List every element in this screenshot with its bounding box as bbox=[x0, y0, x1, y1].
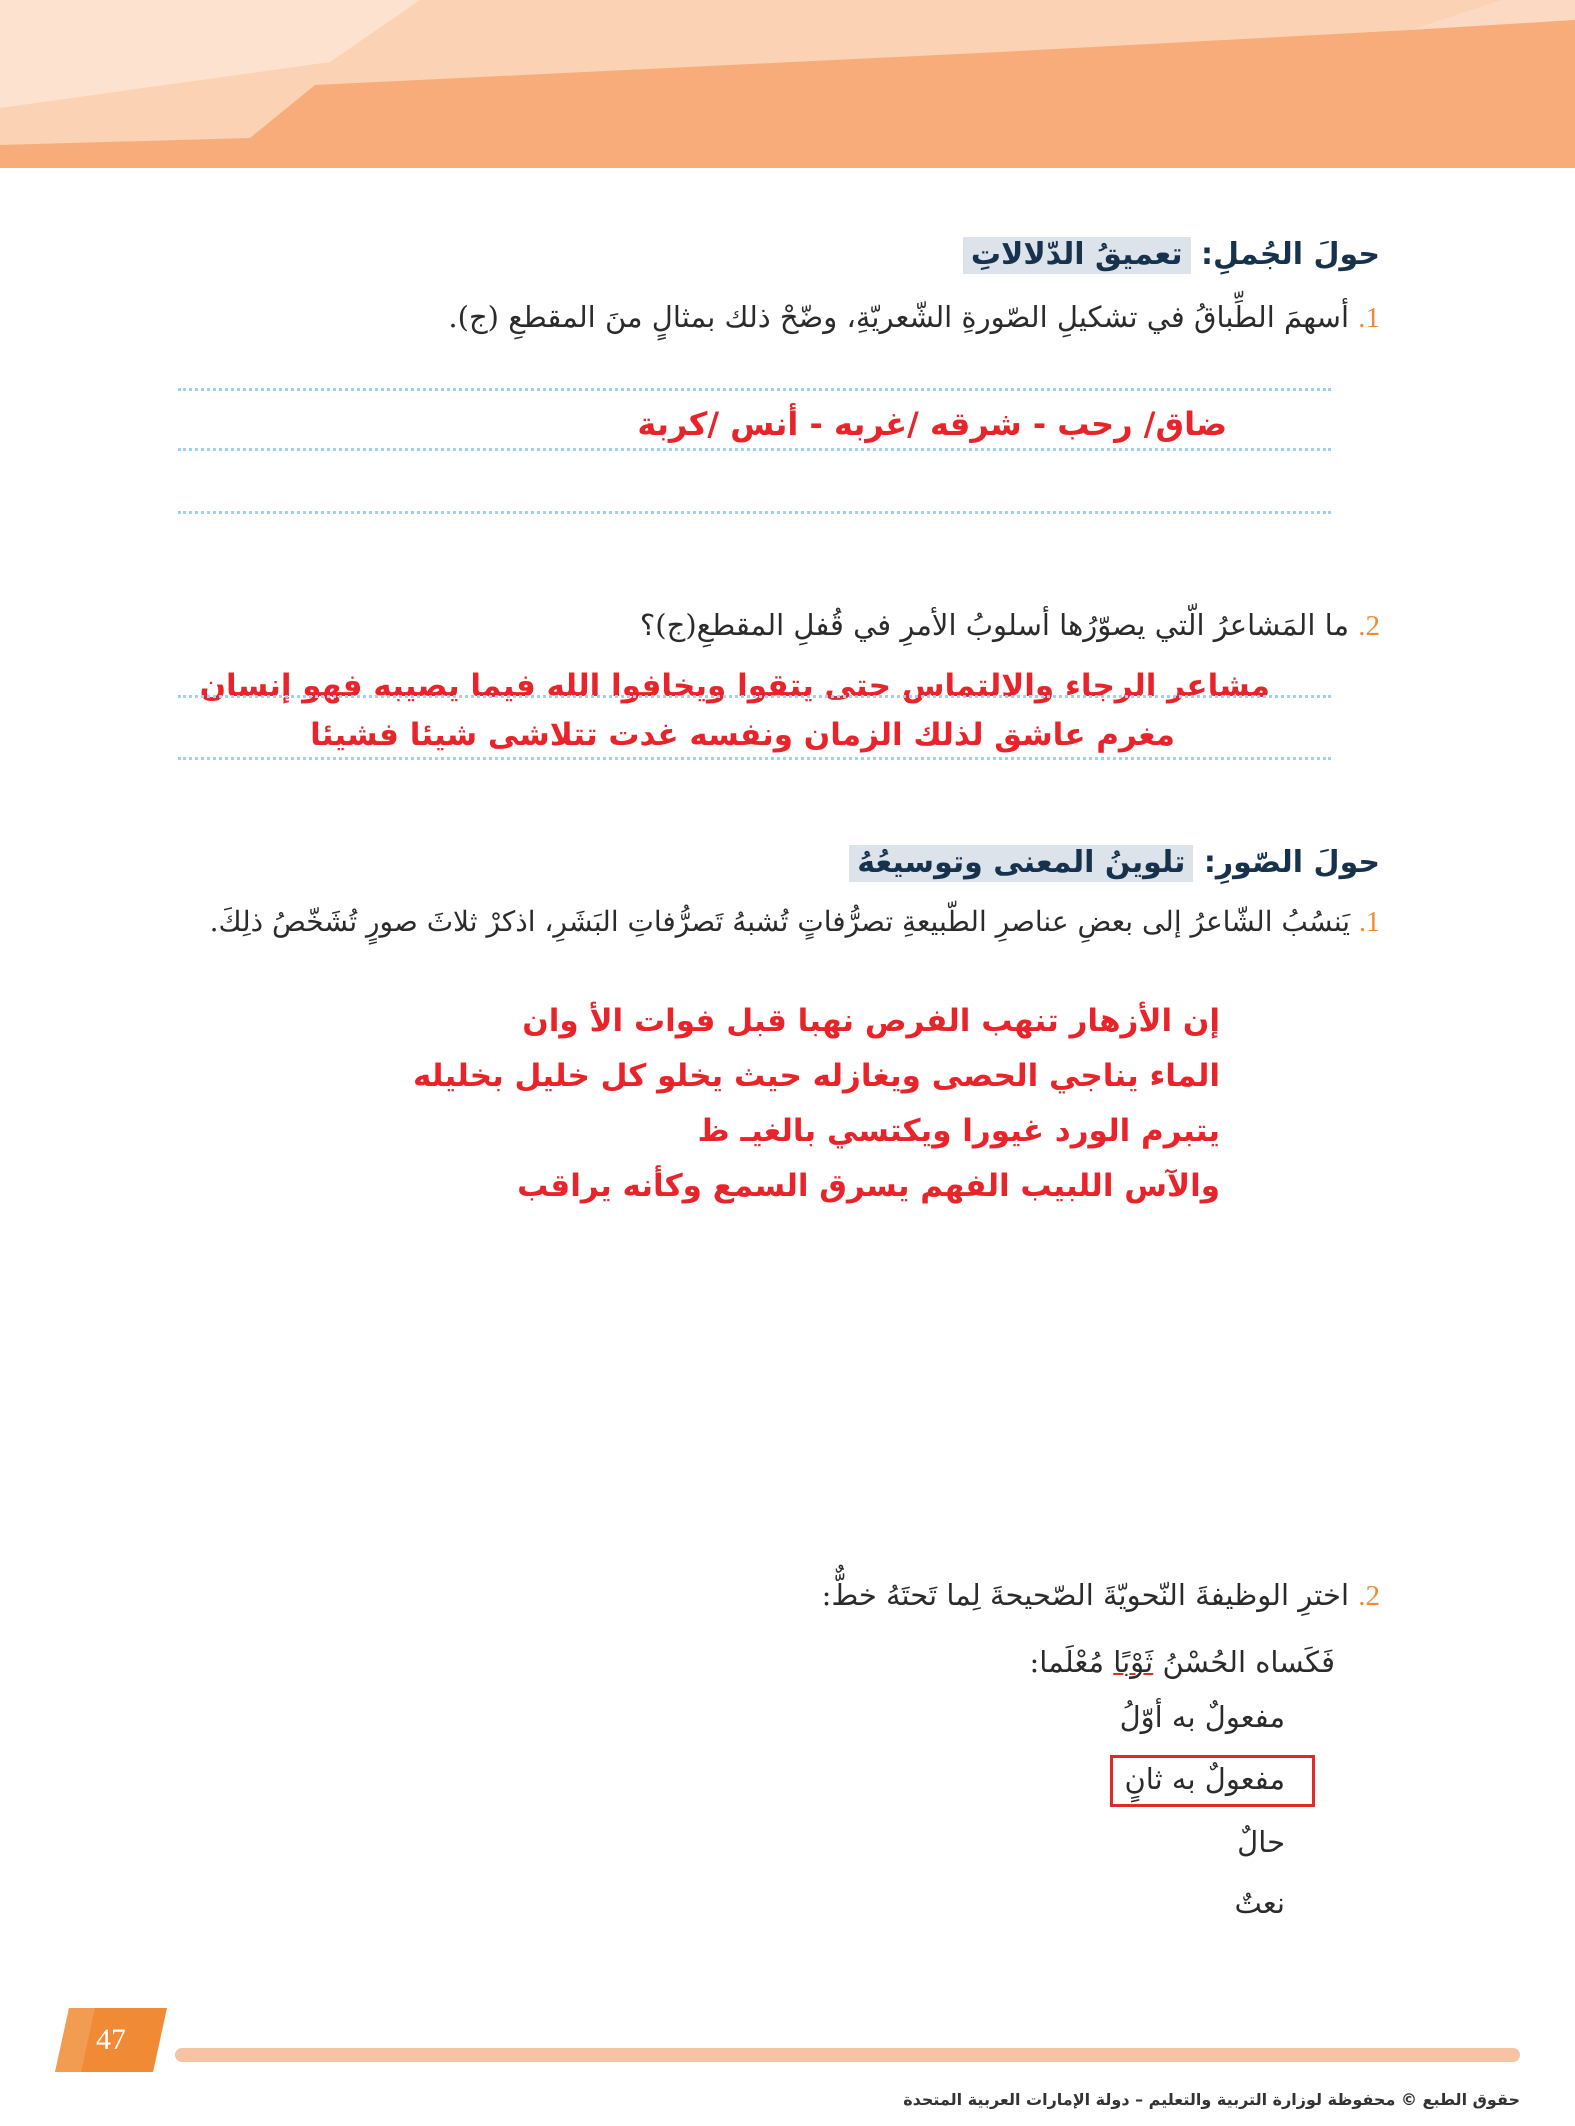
question-number: 1. bbox=[1359, 907, 1380, 938]
section-1-answer-2-line-2: مغرم عاشق لذلك الزمان ونفسه غدت تتلاشى شيئا فشيئا bbox=[310, 717, 1175, 753]
answer-line bbox=[178, 757, 1331, 760]
page-number: 47 bbox=[96, 2023, 126, 2056]
section-2-answer-1-line-1: إن الأزهار تنهب الفرص نهبا قبل فوات الأ وان bbox=[522, 1003, 1220, 1039]
verse-before: فَكَساه الحُسْنُ bbox=[1162, 1645, 1335, 1679]
section-1-question-1 bbox=[448, 300, 1380, 335]
answer-line bbox=[178, 511, 1331, 514]
option-4[interactable]: نعتٌ bbox=[1234, 1886, 1285, 1920]
section-2-question-1 bbox=[210, 905, 1380, 939]
question-text: ما المَشاعرُ الّتي يصوّرُها أسلوبُ الأمرِ في قُفلِ المقطعِ(ج)؟ bbox=[639, 608, 1350, 642]
verse-line bbox=[1030, 1645, 1335, 1679]
footer-bar bbox=[175, 2048, 1520, 2062]
section-1-answer-1: ضاق/ رحب - شرقه /غربه - أنس /كربة bbox=[637, 405, 1227, 443]
question-number: 1. bbox=[1358, 302, 1380, 334]
section-2-title-highlight: تلوينُ المعنى وتوسيعُهُ bbox=[849, 845, 1193, 882]
option-1[interactable]: مفعولٌ به أوّلُ bbox=[1119, 1700, 1285, 1734]
section-2-title bbox=[849, 845, 1380, 880]
question-number: 2. bbox=[1358, 610, 1380, 642]
section-2-answer-1-line-4: والآس اللبيب الفهم يسرق السمع وكأنه يراقب bbox=[517, 1168, 1220, 1204]
question-text: يَنسُبُ الشّاعرُ إلى بعضِ عناصرِ الطّبيعةِ تصرُّفاتٍ تُشبهُ تَصرُّفاتِ البَشَرِ، اذكرْ ثلاثَ صورٍ تُشَخّصُ ذلِكَ. bbox=[209, 905, 1351, 938]
section-2-question-2 bbox=[822, 1578, 1380, 1613]
answer-line bbox=[178, 695, 1331, 698]
question-text: اخترِ الوظيفةَ النّحويّةَ الصّحيحةَ لِما تَحتَهُ خطٌّ: bbox=[821, 1578, 1350, 1612]
section-1-title-highlight: تعميقُ الدّلالاتِ bbox=[963, 237, 1191, 274]
section-2-answer-1-line-2: الماء يناجي الحصى ويغازله حيث يخلو كل خليل بخليله bbox=[412, 1058, 1220, 1094]
section-2-answer-1-line-3: يتبرم الورد غيورا ويكتسي بالغيـ ظ bbox=[697, 1113, 1220, 1149]
question-number: 2. bbox=[1358, 1580, 1380, 1612]
section-1-title-plain: حولَ الجُملِ: bbox=[1201, 237, 1380, 272]
option-2[interactable]: مفعولٌ به ثانٍ bbox=[1124, 1762, 1285, 1796]
header-banner bbox=[0, 0, 1575, 168]
verse-underlined-word: ثَوْبًا bbox=[1113, 1645, 1154, 1679]
option-3[interactable]: حالٌ bbox=[1237, 1825, 1285, 1859]
section-1-question-2 bbox=[640, 608, 1380, 643]
answer-line bbox=[178, 388, 1331, 391]
verse-after: مُعْلَما: bbox=[1029, 1645, 1105, 1679]
answer-line bbox=[178, 448, 1331, 451]
section-1-title bbox=[963, 237, 1380, 272]
copyright-text: حقوق الطبع © محفوظة لوزارة التربية والتعليم – دولة الإمارات العربية المتحدة bbox=[903, 2090, 1520, 2109]
section-1-answer-2-line-1: مشاعر الرجاء والالتماس حتى يتقوا ويخافوا الله فيما يصيبه فهو إنسان bbox=[199, 668, 1270, 704]
section-2-title-plain: حولَ الصّورِ: bbox=[1203, 845, 1380, 880]
question-text: أسهمَ الطِّباقُ في تشكيلِ الصّورةِ الشّعريّةِ، وضّحْ ذلك بمثالٍ منَ المقطعِ (ج). bbox=[448, 300, 1350, 334]
